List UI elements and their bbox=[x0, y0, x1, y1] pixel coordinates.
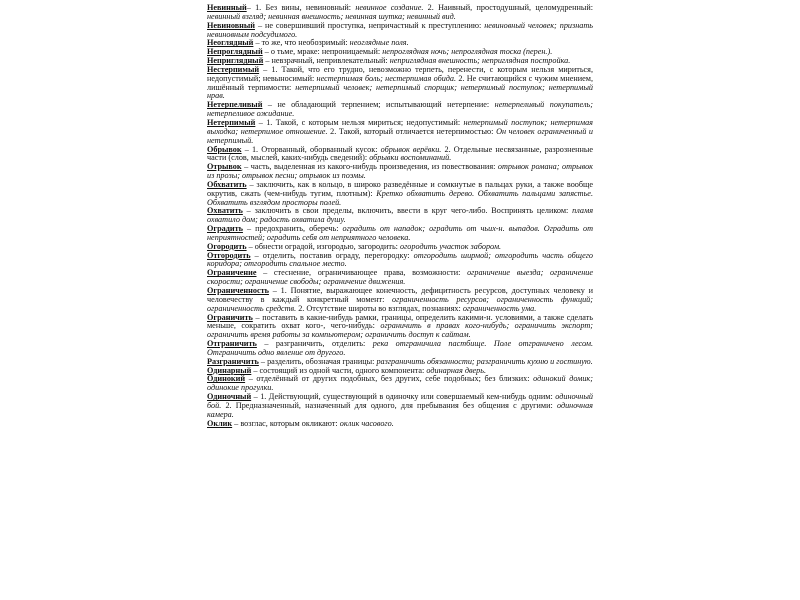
entry-definition: – 1. Действующий, существующий в одиночку или совершаемый кем-нибудь одним: bbox=[251, 392, 556, 402]
dictionary-entry bbox=[207, 225, 593, 243]
entry-headword: Оклик bbox=[207, 418, 233, 428]
entry-headword: Охватить bbox=[207, 206, 243, 216]
entry-headword: Нетерпеливый bbox=[207, 100, 263, 110]
entry-example: невиновный человек; признать невиновным подсудимого. bbox=[207, 20, 593, 39]
entry-headword: Одиночный bbox=[207, 392, 252, 402]
entry-headword: Одинарный bbox=[207, 365, 252, 375]
entry-example: река отграничила пастбище. Поле отграничено лесом. Отграничить одно явление от другого. bbox=[207, 339, 594, 357]
entry-headword: Обхватить bbox=[207, 179, 247, 189]
entry-example: оклик часового. bbox=[339, 418, 394, 428]
entry-definition: – отделить, поставив ограду, перегородку: bbox=[250, 250, 414, 260]
dictionary-entry bbox=[207, 119, 593, 146]
entry-example: непроглядная ночь; непроглядная тоска (перен.). bbox=[382, 47, 553, 57]
entry-example: пламя охватило дом; радость охватила душу. bbox=[207, 206, 593, 225]
entry-definition: – то же, что необозримый: bbox=[253, 38, 350, 48]
entry-definition: – не совершивший проступка, непричастный к преступлению: bbox=[255, 20, 485, 30]
entry-definition: – возглас, которым окликают: bbox=[232, 418, 340, 428]
entry-definition: – 1. Такой, с которым нельзя мириться; недопустимый: bbox=[255, 117, 464, 127]
entry-example: невинный взгляд; невинная внешность; невинная шутка; невинный вид. bbox=[207, 11, 456, 21]
entry-definition: – обнести оградой, изгородью, загородить: bbox=[246, 241, 401, 251]
entry-headword: Невиновный bbox=[207, 20, 255, 30]
entry-definition: 2. Отсутствие широты во взглядах, познаниях: bbox=[296, 303, 463, 313]
entry-example: одинарная дверь. bbox=[426, 365, 487, 375]
entry-headword: Ограничить bbox=[207, 312, 253, 322]
entry-headword: Невинный bbox=[207, 3, 247, 12]
entry-definition: 2. Не считающийся с чужим мнением, лишённый терпимости: bbox=[207, 73, 593, 92]
entry-headword: Разграничить bbox=[207, 356, 259, 366]
entry-definition: – заключить в свои пределы, включить, ввести в круг чего-либо. Воспринять целиком: bbox=[242, 206, 573, 216]
entry-example: одиночный бой. bbox=[207, 392, 593, 410]
dictionary-entry bbox=[207, 269, 593, 287]
entry-definition: – 1. Оторванный, оборванный кусок: bbox=[241, 144, 381, 154]
entry-example: неоглядные поля. bbox=[349, 38, 409, 48]
dictionary-entry bbox=[207, 252, 593, 270]
entry-example: невинное создание. bbox=[355, 3, 424, 12]
entry-definition: 2. Наивный, простодушный, целомудренный: bbox=[423, 3, 593, 12]
dictionary-entry bbox=[207, 375, 593, 393]
entry-definition: – 1. Такой, что его трудно, невозможно терпеть, перенести, с которым нельзя мириться, недопустимый; невыносимый: bbox=[207, 64, 593, 83]
dictionary-entry bbox=[207, 101, 593, 119]
entry-example: отрывок романа; отрывок из прозы; отрывок песни; отрывок из поэмы. bbox=[207, 162, 593, 181]
dictionary-entry bbox=[207, 163, 593, 181]
entry-example: обрывок верёвки. bbox=[380, 144, 442, 154]
entry-headword: Отрывок bbox=[207, 162, 242, 172]
entry-headword: Нетерпимый bbox=[207, 117, 256, 127]
entry-headword: Неприглядный bbox=[207, 56, 264, 66]
entry-example: ограничить в правах кого-нибудь; ограничить экспорт; ограничить время работы за компьютером; ограничить доступ к сайтам. bbox=[207, 321, 593, 340]
entry-example: нетерпеливый покупатель; нетерпеливое ожидание. bbox=[207, 100, 594, 119]
dictionary-entry bbox=[207, 393, 593, 420]
dictionary-entry bbox=[207, 287, 593, 314]
entry-definition: 2. Предназначенный, назначенный для одного, для пребывания без общения с другими: bbox=[221, 400, 557, 410]
entry-example: оградить от нападок; оградить от чьих-н. выпадов. Оградить от неприятностей; оградить себя от неприятного человека. bbox=[207, 224, 594, 242]
entry-headword: Огородить bbox=[207, 241, 247, 251]
entry-example: обрывки воспоминаний. bbox=[369, 153, 452, 163]
dictionary-entry bbox=[207, 207, 593, 225]
entry-headword: Одинокий bbox=[207, 374, 246, 384]
entry-definition: – не обладающий терпением; испытывающий нетерпение: bbox=[262, 100, 495, 110]
entry-example: одиночная камера. bbox=[207, 400, 593, 419]
entry-example: ограниченность ресурсов; ограниченность функций; ограниченность средств. bbox=[207, 294, 593, 313]
entry-definition: – 1. Понятие, выражающее конечность, дефицитность ресурсов, доступных человеку и человечеству в каждый конкретный момент: bbox=[207, 286, 593, 304]
entry-definition: – заключить, как в кольцо, в широко разведённые и сомкнутые в пальцах руки, а также вообще окрутив, сжать (чем-нибудь тугим, плотным): bbox=[207, 179, 593, 198]
dictionary-text bbox=[207, 4, 593, 429]
entry-headword: Неоглядный bbox=[207, 38, 254, 48]
entry-definition: – отделённый от других подобных, без других, себе подобных; без близких: bbox=[245, 374, 534, 384]
dictionary-entry bbox=[207, 66, 593, 101]
entry-definition: – состоящий из одной части, одного компонента: bbox=[251, 365, 427, 375]
dictionary-entry bbox=[207, 4, 593, 22]
entry-definition: – разграничить, отделить: bbox=[256, 339, 373, 349]
entry-headword: Отгородить bbox=[207, 250, 251, 260]
entry-definition: – о тьме, мраке: непроницаемый: bbox=[262, 47, 383, 57]
entry-example: Он человек ограниченный и нетерпимый. bbox=[207, 126, 593, 145]
dictionary-entry bbox=[207, 314, 593, 341]
entry-example: неприглядная внешность; неприглядная постройка. bbox=[389, 56, 571, 66]
entry-example: нетерпимый человек; нетерпимый спорщик; нетерпимый поступок; нетерпимый нрав. bbox=[207, 82, 593, 101]
entry-example: огородить участок забором. bbox=[400, 241, 502, 251]
entry-headword: Оградить bbox=[207, 224, 243, 234]
entry-example: ограниченность ума. bbox=[462, 303, 537, 313]
entry-example: отгородить ширмой; отгородить часть общего коридора; отгородить спальное место. bbox=[207, 250, 593, 269]
entry-definition: 2. Такой, который отличается нетерпимостью: bbox=[327, 126, 497, 136]
dictionary-entry bbox=[207, 22, 593, 40]
entry-example: нетерпимый поступок; нетерпимая выходка; нетерпимое отношение. bbox=[207, 117, 593, 136]
entry-headword: Обрывок bbox=[207, 144, 242, 154]
entry-definition: – невзрачный, непривлекательный: bbox=[263, 56, 390, 66]
entry-example: ограничение выезда; ограничение скорости; ограничение свободы; ограничение движения. bbox=[207, 268, 593, 287]
dictionary-entry bbox=[207, 181, 593, 208]
entry-definition: – разделить, обозначая границы: bbox=[258, 356, 377, 366]
entry-example: нестерпимая боль; нестерпимая обида. bbox=[316, 73, 457, 83]
entry-headword: Ограниченность bbox=[207, 286, 269, 295]
dictionary-entry bbox=[207, 146, 593, 164]
entry-definition: – часть, выделенная из какого-нибудь произведения, из повествования: bbox=[241, 162, 498, 172]
entry-example: Кретко обхватить дерево. Обхватить пальцами запястье. Обхватить взглядом просторы полей. bbox=[207, 188, 593, 207]
dictionary-entry bbox=[207, 340, 593, 358]
entry-example: разграничить обязанности; разграничить кухню и гостиную. bbox=[376, 356, 593, 366]
dictionary-entry bbox=[207, 420, 593, 429]
entry-headword: Ограничение bbox=[207, 268, 257, 278]
entry-example: одинокий домик; одинокие прогулки. bbox=[207, 374, 593, 393]
entry-definition: – стеснение, ограничивающее права, возможности: bbox=[256, 268, 468, 278]
entry-definition: – 1. Без вины, невиновный: bbox=[246, 3, 356, 12]
entry-definition: – поставить в какие-нибудь рамки, границы, определить какими-н. условиями, а также сделать меньше, сократить охват кого-, чего-нибудь: bbox=[207, 312, 593, 331]
entry-definition: – предохранить, оберечь: bbox=[242, 224, 343, 234]
entry-headword: Нестерпимый bbox=[207, 64, 260, 74]
entry-definition: 2. Отдельные несвязанные, разрозненные части (слов, мыслей, каких-нибудь сведений): bbox=[207, 144, 593, 163]
entry-headword: Отграничить bbox=[207, 339, 257, 349]
entry-headword: Непроглядный bbox=[207, 47, 263, 57]
